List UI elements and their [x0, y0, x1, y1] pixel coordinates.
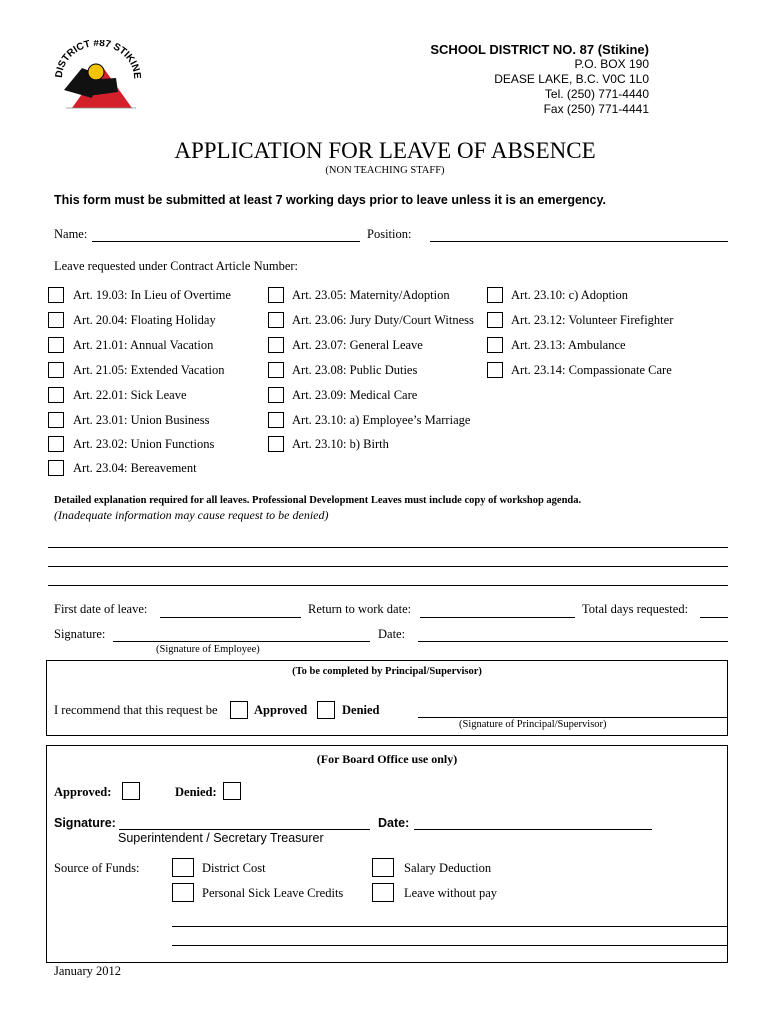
- option-label: Art. 23.08: Public Duties: [292, 363, 418, 377]
- principal-approved-checkbox[interactable]: [230, 701, 248, 719]
- checkbox-art-23-04[interactable]: [48, 460, 64, 476]
- total-days-field[interactable]: [700, 617, 728, 618]
- employee-signature-field[interactable]: [113, 641, 370, 642]
- checkbox-art-23-13[interactable]: [487, 337, 503, 353]
- checkbox-art-19-03[interactable]: [48, 287, 64, 303]
- telephone: Tel. (250) 771-4440: [544, 87, 649, 101]
- option-label: Art. 23.06: Jury Duty/Court Witness: [292, 313, 474, 327]
- board-signature-field[interactable]: [119, 829, 370, 830]
- return-date-label: Return to work date:: [308, 602, 412, 616]
- explanation-warning: (Inadequate information may cause request to be denied): [54, 508, 329, 522]
- city-line: DEASE LAKE, B.C. V0C 1L0: [494, 72, 649, 86]
- board-signature-caption: Superintendent / Secretary Treasurer: [118, 831, 324, 845]
- first-date-field[interactable]: [160, 617, 301, 618]
- sick-leave-credits-label: Personal Sick Leave Credits: [202, 886, 344, 900]
- checkbox-art-23-10a[interactable]: [268, 412, 284, 428]
- option-label: Art. 21.01: Annual Vacation: [73, 338, 214, 352]
- district-cost-checkbox[interactable]: [172, 858, 194, 877]
- principal-denied-checkbox[interactable]: [317, 701, 335, 719]
- board-approved-label: Approved:: [54, 785, 112, 799]
- checkbox-art-23-08[interactable]: [268, 362, 284, 378]
- board-signature-label: Signature:: [54, 816, 116, 830]
- name-field[interactable]: [92, 241, 360, 242]
- board-notes-line[interactable]: [172, 945, 728, 946]
- source-of-funds-label: Source of Funds:: [54, 861, 140, 875]
- logo-text: DISTRICT #87 STIKINE: [53, 40, 142, 80]
- option-label: Art. 19.03: In Lieu of Overtime: [73, 288, 231, 302]
- leave-requested-label: Leave requested under Contract Article Number:: [54, 259, 299, 273]
- checkbox-art-23-10c[interactable]: [487, 287, 503, 303]
- sick-leave-credits-checkbox[interactable]: [172, 883, 194, 902]
- revision-date: January 2012: [54, 964, 121, 978]
- option-label: Art. 23.02: Union Functions: [73, 437, 215, 451]
- checkbox-art-23-10b[interactable]: [268, 436, 284, 452]
- checkbox-art-23-07[interactable]: [268, 337, 284, 353]
- district-logo: [52, 40, 142, 112]
- form-title: APPLICATION FOR LEAVE OF ABSENCE: [174, 138, 596, 163]
- checkbox-art-23-12[interactable]: [487, 312, 503, 328]
- board-date-field[interactable]: [414, 829, 652, 830]
- checkbox-art-23-06[interactable]: [268, 312, 284, 328]
- checkbox-art-23-01[interactable]: [48, 412, 64, 428]
- explanation-line[interactable]: [48, 547, 728, 548]
- employee-signature-caption: (Signature of Employee): [156, 644, 260, 655]
- district-name: SCHOOL DISTRICT NO. 87 (Stikine): [430, 42, 649, 57]
- option-label: Art. 23.05: Maternity/Adoption: [292, 288, 450, 302]
- board-section: [46, 745, 728, 963]
- principal-signature-field[interactable]: [418, 717, 728, 718]
- option-label: Art. 23.12: Volunteer Firefighter: [511, 313, 674, 327]
- option-label: Art. 23.14: Compassionate Care: [511, 363, 672, 377]
- board-notes-line[interactable]: [172, 926, 728, 927]
- board-approved-checkbox[interactable]: [122, 782, 140, 800]
- name-label: Name:: [54, 227, 88, 241]
- option-label: Art. 23.10: a) Employee’s Marriage: [292, 413, 471, 427]
- explanation-note: Detailed explanation required for all leaves. Professional Development Leaves must include copy of workshop agenda.: [54, 495, 582, 506]
- leave-without-pay-label: Leave without pay: [404, 886, 498, 900]
- board-heading: (For Board Office use only): [316, 752, 458, 766]
- form-subtitle: (NON TEACHING STAFF): [325, 165, 445, 176]
- principal-heading: (To be completed by Principal/Supervisor): [292, 666, 482, 677]
- option-label: Art. 20.04: Floating Holiday: [73, 313, 216, 327]
- date-label: Date:: [378, 627, 406, 641]
- principal-approved-label: Approved: [254, 703, 308, 717]
- option-label: Art. 23.10: b) Birth: [292, 437, 389, 451]
- position-label: Position:: [367, 227, 412, 241]
- option-label: Art. 23.13: Ambulance: [511, 338, 626, 352]
- option-label: Art. 23.01: Union Business: [73, 413, 210, 427]
- checkbox-art-23-02[interactable]: [48, 436, 64, 452]
- district-cost-label: District Cost: [202, 861, 266, 875]
- fax: Fax (250) 771-4441: [543, 102, 649, 116]
- checkbox-art-22-01[interactable]: [48, 387, 64, 403]
- first-date-label: First date of leave:: [54, 602, 148, 616]
- address-block: [430, 42, 649, 117]
- option-label: Art. 23.09: Medical Care: [292, 388, 418, 402]
- submission-notice: This form must be submitted at least 7 working days prior to leave unless it is an emergency.: [54, 193, 607, 207]
- signature-label: Signature:: [54, 627, 106, 641]
- checkbox-art-21-01[interactable]: [48, 337, 64, 353]
- checkbox-art-20-04[interactable]: [48, 312, 64, 328]
- option-label: Art. 23.07: General Leave: [292, 338, 423, 352]
- salary-deduction-checkbox[interactable]: [372, 858, 394, 877]
- board-denied-label: Denied:: [175, 785, 217, 799]
- total-days-label: Total days requested:: [582, 602, 689, 616]
- option-label: Art. 23.10: c) Adoption: [511, 288, 629, 302]
- return-date-field[interactable]: [420, 617, 575, 618]
- option-label: Art. 22.01: Sick Leave: [73, 388, 187, 402]
- checkbox-art-23-14[interactable]: [487, 362, 503, 378]
- principal-denied-label: Denied: [342, 703, 380, 717]
- leave-without-pay-checkbox[interactable]: [372, 883, 394, 902]
- checkbox-art-21-05[interactable]: [48, 362, 64, 378]
- checkbox-art-23-09[interactable]: [268, 387, 284, 403]
- principal-signature-caption: (Signature of Principal/Supervisor): [459, 719, 607, 730]
- checkbox-art-23-05[interactable]: [268, 287, 284, 303]
- explanation-line[interactable]: [48, 566, 728, 567]
- salary-deduction-label: Salary Deduction: [404, 861, 492, 875]
- position-field[interactable]: [430, 241, 728, 242]
- po-box: P.O. BOX 190: [574, 57, 649, 71]
- board-date-label: Date:: [378, 816, 410, 830]
- option-label: Art. 21.05: Extended Vacation: [73, 363, 225, 377]
- board-denied-checkbox[interactable]: [223, 782, 241, 800]
- employee-date-field[interactable]: [418, 641, 728, 642]
- recommend-text: I recommend that this request be: [54, 703, 218, 717]
- explanation-line[interactable]: [48, 585, 728, 586]
- option-label: Art. 23.04: Bereavement: [73, 461, 197, 475]
